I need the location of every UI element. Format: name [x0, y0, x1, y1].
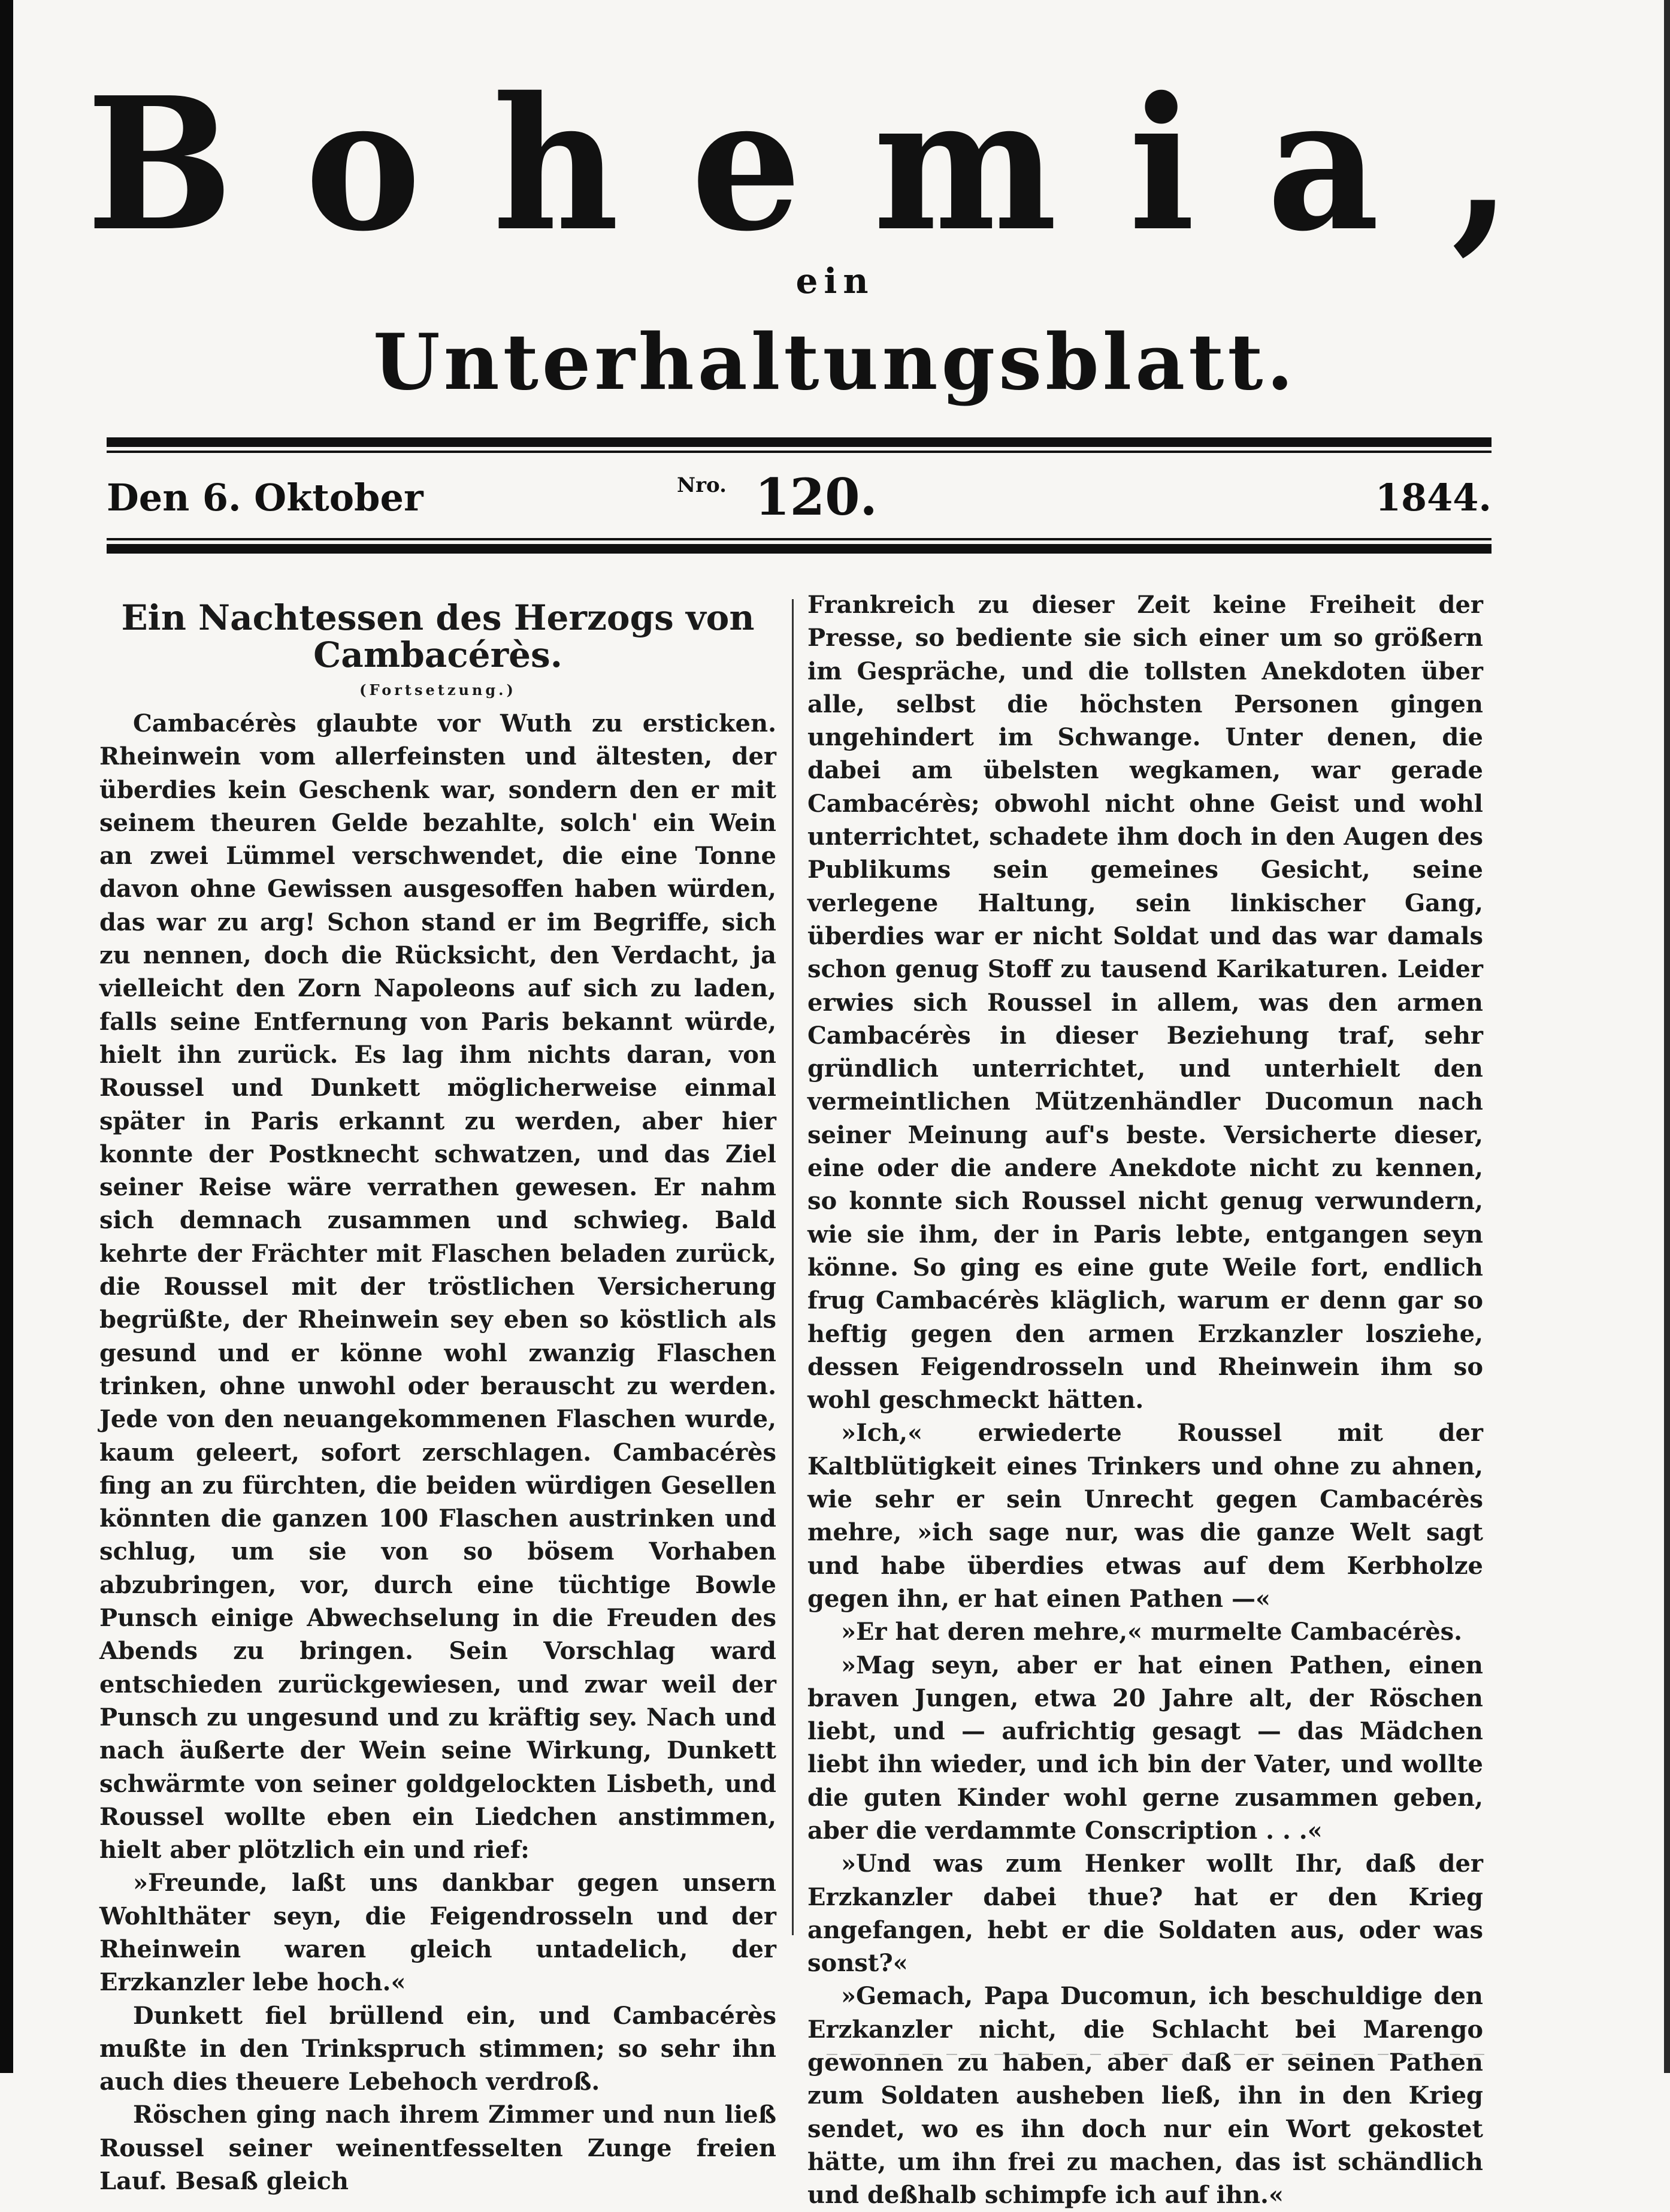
paragraph: »Mag seyn, aber er hat einen Pathen, einen braven Jungen, etwa 20 Jahre alt, der Röschen liebt, und — aufrichtig gesagt — das Mädchen liebt ihn wieder, und ich bin der Vater, und wollte die guten Kinder wohl gerne zusammen geben, aber die verdammte Conscription . . .«: [807, 1651, 1483, 1845]
page-edge-shadow-right: [1664, 0, 1670, 2073]
paragraph: »Ich,« erwiederte Roussel mit der Kaltblütigkeit eines Trinkers und ohne zu ahnen, wie sehr er sein Unrecht gegen Cambacérès mehre, »ich sage nur, was die ganze Welt sagt und habe überdies etwas auf dem Kerbholze gegen ihn, er hat einen Pathen —«: [807, 1419, 1483, 1613]
paragraph: »Er hat deren mehre,« murmelte Cambacérès.: [841, 1618, 1463, 1646]
paragraph: Cambacérès glaubte vor Wuth zu ersticken. Rheinwein vom allerfeinsten und ältesten, der überdies kein Geschenk war, sondern den er mit seinem theuren Gelde bezahlte, solch' ein Wein an zwei Lümmel verschwendet, die eine Tonne davon ohne Gewissen ausgesoffen haben würden, das war zu arg! Schon stand er im Begriffe, sich zu nennen, doch die Rücksicht, den Verdacht, ja vielleicht den Zorn Napoleons auf sich zu laden, falls seine Entfernung von Paris bekannt würde, hielt ihn zurück. Es lag ihm nichts daran, von Roussel und Dunkett möglicherweise einmal später in Paris erkannt zu werden, aber hier konnte der Postknecht schwatzen, und das Ziel seiner Reise wäre verrathen gewesen. Er nahm sich demnach zusammen und schwieg. Bald kehrte der Frächter mit Flaschen beladen zurück, die Roussel mit der tröstlichen Versicherung begrüßte, der Rheinwein sey eben so köstlich als gesund und er könne wohl zwanzig Flaschen trinken, ohne unwohl oder berauscht zu werden. Jede von den neuangekommenen Flaschen wurde, kaum geleert, sofort zerschlagen. Cambacérès fing an zu fürchten, die beiden würdigen Gesellen könnten die ganzen 100 Flaschen austrinken und schlug, um sie von so bösem Vorhaben abzubringen, vor, durch eine tüchtige Bowle Punsch einige Abwechselung in die Freuden des Abends zu bringen. Sein Vorschlag ward entschieden zurückgewiesen, und zwar weil der Punsch zu ungesund und zu kräftig sey. Nach und nach äußerte der Wein seine Wirkung, Dunkett schwärmte von seiner goldgelockten Lisbeth, und Roussel wollte eben ein Liedchen anstimmen, hielt aber plötzlich ein und rief:: [99, 709, 776, 1865]
issue-line: [107, 467, 1491, 527]
paragraph: »Freunde, laßt uns dankbar gegen unsern Wohlthäter seyn, die Feigendrosseln und der Rheinwein waren gleich untadelich, der Erzkanzler lebe hoch.«: [99, 1869, 776, 1997]
bottom-rule-thick: [107, 544, 1491, 554]
article-continued-note: (Fortsetzung.): [359, 681, 516, 699]
issue-date: Den 6. Oktober: [107, 476, 423, 519]
paragraph: »Und was zum Henker wollt Ihr, daß der Erzkanzler dabei thue? hat er den Krieg angefangen, hebt er die Soldaten aus, oder was sonst?«: [807, 1850, 1483, 1978]
paragraph: »Gemach, Papa Ducomun, ich beschuldige den Erzkanzler nicht, die Schlacht bei Marengo gewonnen zu haben, aber daß er seinen Pathen zum Soldaten ausheben ließ, ihn in den Krieg sendet, wo es ihn doch nur ein Wort gekostet hätte, um ihn frei zu machen, das ist schändlich und deßhalb schimpfe ich auf ihn.«: [807, 1982, 1483, 2210]
masthead-connector: ein: [795, 261, 875, 301]
article-title: Ein Nachtessen des Herzogs von Cambacérès.: [121, 597, 755, 675]
bleed-through-marks: [827, 2054, 1486, 2055]
column-divider: [792, 599, 794, 1935]
top-rule-thin: [107, 451, 1491, 453]
paragraph: Röschen ging nach ihrem Zimmer und nun ließ Roussel seiner weinentfesselten Zunge freien Lauf. Besaß gleich: [99, 2101, 776, 2196]
issue-year: 1844.: [1375, 476, 1491, 519]
masthead-subtitle: Unterhaltungsblatt.: [373, 318, 1297, 407]
left-column: [99, 588, 776, 2198]
issue-number-prefix: Nro.: [677, 473, 727, 497]
page-edge-shadow: [0, 0, 13, 2073]
masthead-title: Bohemia,: [86, 58, 1584, 272]
issue-number-group: [677, 467, 878, 527]
bottom-rule-thin: [107, 538, 1491, 540]
issue-number: 120.: [755, 467, 878, 527]
paragraph: Dunkett fiel brüllend ein, und Cambacérès mußte in den Trinkspruch stimmen; so sehr ihn auch dies theuere Lebehoch verdroß.: [99, 2001, 776, 2096]
paragraph: Frankreich zu dieser Zeit keine Freiheit der Presse, so bediente sie sich einer um so größern im Gespräche, und die tollsten Anekdoten über alle, selbst die höchsten Personen gingen ungehindert im Schwange. Unter denen, die dabei am übelsten wegkamen, war gerade Cambacérès; obwohl nicht ohne Geist und wohl unterrichtet, schadete ihm doch in den Augen des Publikums sein gemeines Gesicht, seine verlegene Haltung, sein linkischer Gang, überdies war er nicht Soldat und das war damals schon genug Stoff zu tausend Karikaturen. Leider erwies sich Roussel in allem, was den armen Cambacérès in dieser Beziehung traf, sehr gründlich unterrichtet, und unterhielt den vermeintlichen Mützenhändler Ducomun nach seiner Meinung auf's beste. Versicherte dieser, eine oder die andere Anekdote nicht zu kennen, so konnte sich Roussel nicht genug verwundern, wie sie ihm, der in Paris lebte, entgangen seyn könne. So ging es eine gute Weile fort, endlich frug Cambacérès kläglich, warum er denn gar so heftig gegen den armen Erzkanzler losziehe, dessen Feigendrosseln und Rheinwein ihm so wohl geschmeckt hätten.: [807, 591, 1483, 1415]
right-column: [807, 588, 1483, 2212]
top-rule-thick: [107, 437, 1491, 447]
